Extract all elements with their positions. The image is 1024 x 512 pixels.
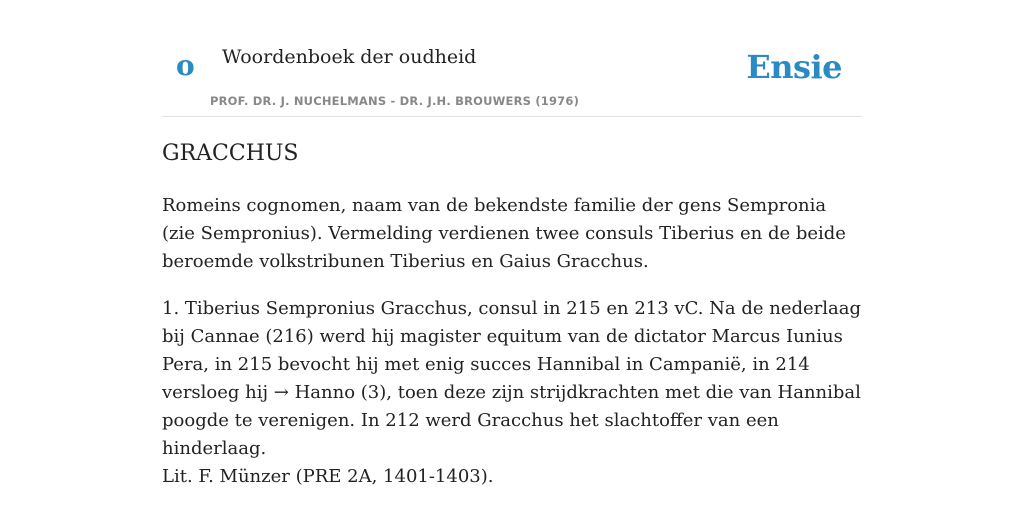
page-container: [162, 0, 862, 487]
entry-paragraph-tiberius: 1. Tiberius Sempronius Gracchus, consul in 215 en 213 vC. Na de nederlaag bij Cannae (216) werd hij magister equitum van de dictator Marcus Iunius Pera, in 215 bevocht hij met enig succes Hannibal in Campanië, in 214 versloeg hij → Hanno (3), toen deze zijn strijdkrachten met die van Hannibal poogde te verenigen. In 212 werd Gracchus het slachtoffer van een hinderlaag.: [162, 298, 862, 459]
ensie-logo-link[interactable]: Ensie: [746, 48, 842, 86]
dictionary-header: [162, 0, 862, 117]
book-authors: PROF. DR. J. NUCHELMANS - DR. J.H. BROUWERS (1976): [210, 94, 580, 108]
entry-paragraph-intro: Romeins cognomen, naam van de bekendste familie der gens Sempronia (zie Sempronius). Vermelding verdienen twee consuls Tiberius en de beide beroemde volkstribunen Tiberius en Gaius Gracchus.: [162, 195, 846, 272]
entry-title: GRACCHUS: [162, 141, 299, 166]
book-title-link[interactable]: Woordenboek der oudheid: [222, 46, 477, 68]
entry-literature: Lit. F. Münzer (PRE 2A, 1401-1403).: [162, 466, 494, 487]
index-letter-link[interactable]: o: [176, 49, 195, 82]
